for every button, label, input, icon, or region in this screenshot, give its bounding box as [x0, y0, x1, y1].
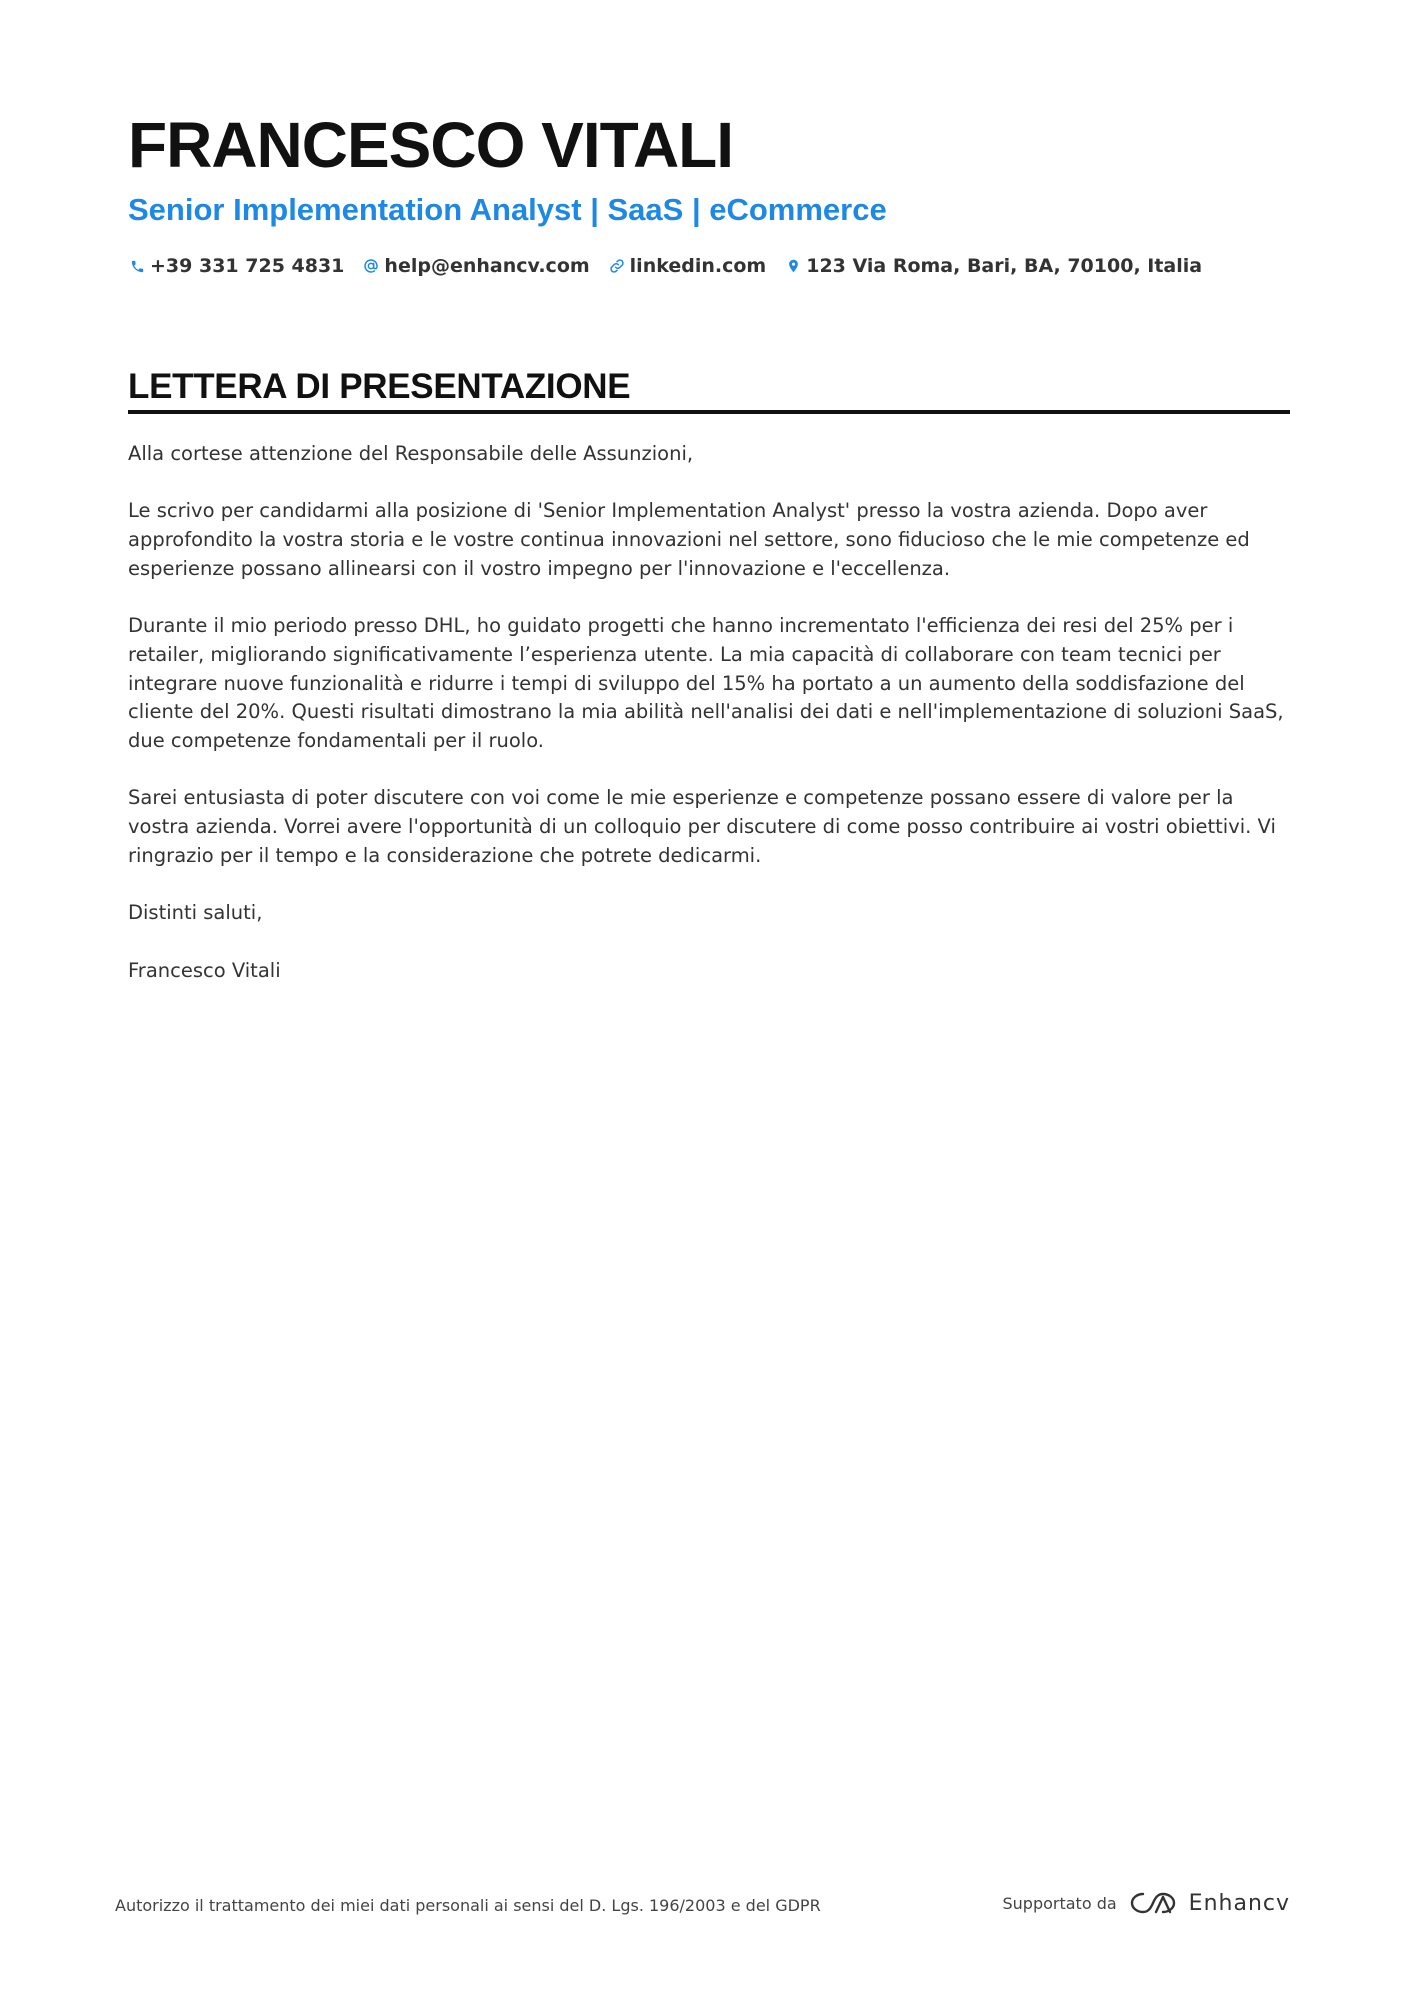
map-pin-icon	[784, 257, 802, 275]
at-icon	[362, 257, 380, 275]
contact-email	[362, 255, 589, 277]
contact-location	[784, 255, 1202, 277]
section-title: LETTERA DI PRESENTAZIONE	[128, 367, 631, 406]
contact-phone	[128, 255, 344, 277]
contact-bar	[128, 255, 1220, 277]
letter-body	[128, 440, 1290, 1014]
website-text[interactable]: linkedin.com	[629, 255, 767, 277]
link-icon	[608, 257, 626, 275]
phone-text[interactable]: +39 331 725 4831	[150, 255, 345, 277]
powered-by[interactable]	[1003, 1890, 1291, 1916]
section-divider	[128, 410, 1290, 414]
letter-salutation: Alla cortese attenzione del Responsabile delle Assunzioni,	[128, 442, 694, 465]
email-text[interactable]: help@enhancv.com	[384, 255, 590, 277]
privacy-note: Autorizzo il trattamento dei miei dati personali ai sensi del D. Lgs. 196/2003 e del GDPR	[115, 1896, 821, 1915]
enhancv-logo-icon	[1129, 1890, 1177, 1916]
location-text: 123 Via Roma, Bari, BA, 70100, Italia	[806, 255, 1203, 277]
letter-paragraph: Le scrivo per candidarmi alla posizione di 'Senior Implementation Analyst' presso la vostra azienda. Dopo aver approfondito la vostra storia e le vostre continua innovazioni nel settore, sono fiducioso che le mie competenze ed esperienze possano allinearsi con il vostro impegno per l'innovazione e l'eccellenza.	[128, 499, 1250, 580]
letter-signature: Francesco Vitali	[128, 958, 281, 982]
candidate-name: FRANCESCO VITALI	[128, 109, 734, 181]
letter-closing: Distinti saluti,	[128, 901, 263, 925]
letter-paragraph: Sarei entusiasta di poter discutere con voi come le mie esperienze e competenze possano essere di valore per la vostra azienda. Vorrei avere l'opportunità di un colloquio per discutere di come posso contribuire ai vostri obiettivi. Vi ringrazio per il tempo e la considerazione che potrete dedicarmi.	[128, 786, 1276, 867]
contact-website	[608, 255, 767, 277]
brand-name: Enhancv	[1188, 1890, 1290, 1916]
letter-paragraph: Durante il mio periodo presso DHL, ho guidato progetti che hanno incrementato l'efficienza dei resi del 25% per i retailer, migliorando significativamente l’esperienza utente. La mia capacità di collaborare con team tecnici per integrare nuove funzionalità e ridurre i tempi di sviluppo del 15% ha portato a un aumento della soddisfazione del cliente del 20%. Questi risultati dimostrano la mia abilità nell'analisi dei dati e nell'implementazione di soluzioni SaaS, due competenze fondamentali per il ruolo.	[128, 614, 1284, 752]
candidate-headline: Senior Implementation Analyst | SaaS | eCommerce	[128, 192, 887, 227]
phone-icon	[128, 257, 146, 275]
powered-by-label: Supportato da	[1002, 1893, 1117, 1913]
